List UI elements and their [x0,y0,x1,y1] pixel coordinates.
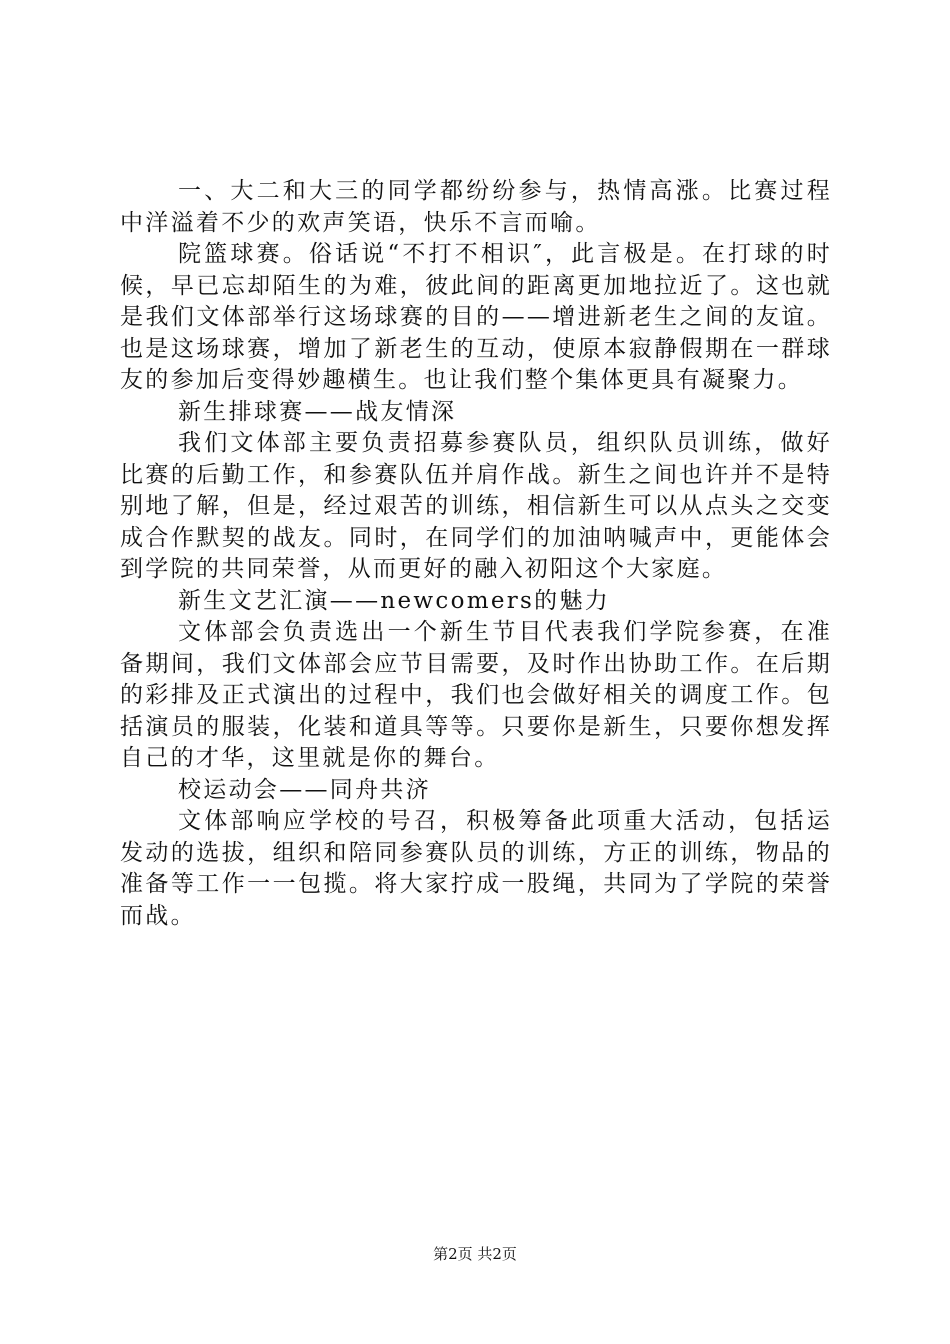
paragraph-intro: 一、大二和大三的同学都纷纷参与，热情高涨。比赛过程中洋溢着不少的欢声笑语，快乐不言而喻。 [120,178,832,236]
paragraph-sports-meet: 文体部响应学校的号召，积极筹备此项重大活动，包括运发动的选拔，组织和陪同参赛队员的训练，方正的训练，物品的准备等工作一一包揽。将大家拧成一股绳，共同为了学院的荣誉而战。 [120,808,832,929]
paragraph-basketball: 院篮球赛。俗话说“不打不相识″，此言极是。在打球的时候，早已忘却陌生的为难，彼此间的距离更加地拉近了。这也就是我们文体部举行这场球赛的目的——增进新老生之间的友谊。也是这场球赛，增加了新老生的互动，使原本寂静假期在一群球友的参加后变得妙趣横生。也让我们整个集体更具有凝聚力。 [120,241,832,393]
document-body [120,176,832,932]
heading-art-show: 新生文艺汇演——newcomers的魅力 [178,587,611,614]
heading-volleyball: 新生排球赛——战友情深 [178,398,457,425]
heading-sports-meet: 校运动会——同舟共济 [178,776,431,803]
paragraph-art-show: 文体部会负责选出一个新生节目代表我们学院参赛，在准备期间，我们文体部会应节目需要，及时作出协助工作。在后期的彩排及正式演出的过程中，我们也会做好相关的调度工作。包括演员的服装，化装和道具等等。只要你是新生，只要你想发挥自己的才华，这里就是你的舞台。 [120,619,832,771]
page-footer: 第2页 共2页 [433,1245,517,1263]
paragraph-volleyball: 我们文体部主要负责招募参赛队员，组织队员训练，做好比赛的后勤工作，和参赛队伍并肩作战。新生之间也许并不是特别地了解，但是，经过艰苦的训练，相信新生可以从点头之交变成合作默契的战友。同时，在同学们的加油呐喊声中，更能体会到学院的共同荣誉，从而更好的融入初阳这个大家庭。 [120,430,832,582]
